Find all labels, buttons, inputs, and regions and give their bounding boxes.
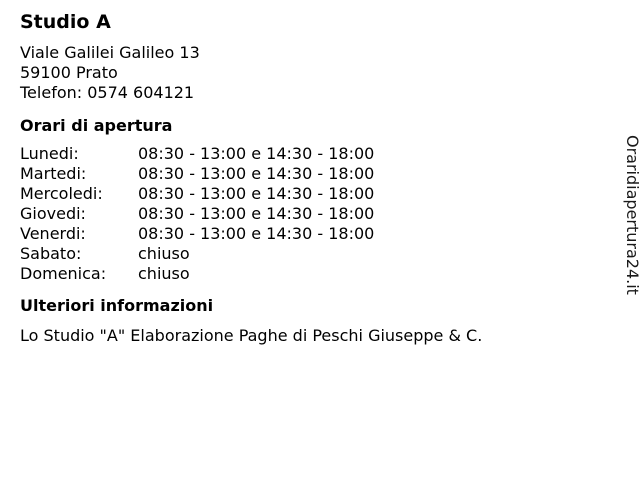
- day-label: Giovedi:: [20, 204, 86, 223]
- hours-row-tuesday: [20, 164, 600, 184]
- address-city: 59100 Prato: [20, 63, 118, 82]
- hours-row-thursday: [20, 204, 600, 224]
- business-name: Studio A: [20, 11, 111, 33]
- day-label: Venerdi:: [20, 224, 86, 243]
- phone-number: Telefon: 0574 604121: [20, 83, 195, 102]
- day-label: Domenica:: [20, 264, 107, 283]
- hours-row-sunday: [20, 264, 600, 284]
- day-label: Mercoledi:: [20, 184, 103, 203]
- address-street: Viale Galilei Galileo 13: [20, 43, 200, 62]
- hours-row-monday: [20, 144, 600, 164]
- day-label: Lunedi:: [20, 144, 79, 163]
- day-label: Sabato:: [20, 244, 82, 263]
- business-card: [20, 10, 600, 346]
- hours-row-wednesday: [20, 184, 600, 204]
- further-info-heading: Ulteriori informazioni: [20, 296, 214, 315]
- day-hours: 08:30 - 13:00 e 14:30 - 18:00: [138, 204, 375, 223]
- day-hours: 08:30 - 13:00 e 14:30 - 18:00: [138, 224, 375, 243]
- opening-hours-table: [20, 144, 600, 284]
- address-block: [20, 43, 600, 103]
- further-info-text: Lo Studio "A" Elaborazione Paghe di Peschi Giuseppe & C.: [20, 326, 483, 345]
- day-hours: 08:30 - 13:00 e 14:30 - 18:00: [138, 144, 375, 163]
- day-hours: 08:30 - 13:00 e 14:30 - 18:00: [138, 184, 375, 203]
- site-watermark: Oraridiapertura24.it: [623, 135, 642, 295]
- day-hours: 08:30 - 13:00 e 14:30 - 18:00: [138, 164, 375, 183]
- day-hours: chiuso: [138, 264, 190, 283]
- day-hours: chiuso: [138, 244, 190, 263]
- day-label: Martedi:: [20, 164, 87, 183]
- opening-hours-heading: Orari di apertura: [20, 116, 173, 135]
- hours-row-saturday: [20, 244, 600, 264]
- hours-row-friday: [20, 224, 600, 244]
